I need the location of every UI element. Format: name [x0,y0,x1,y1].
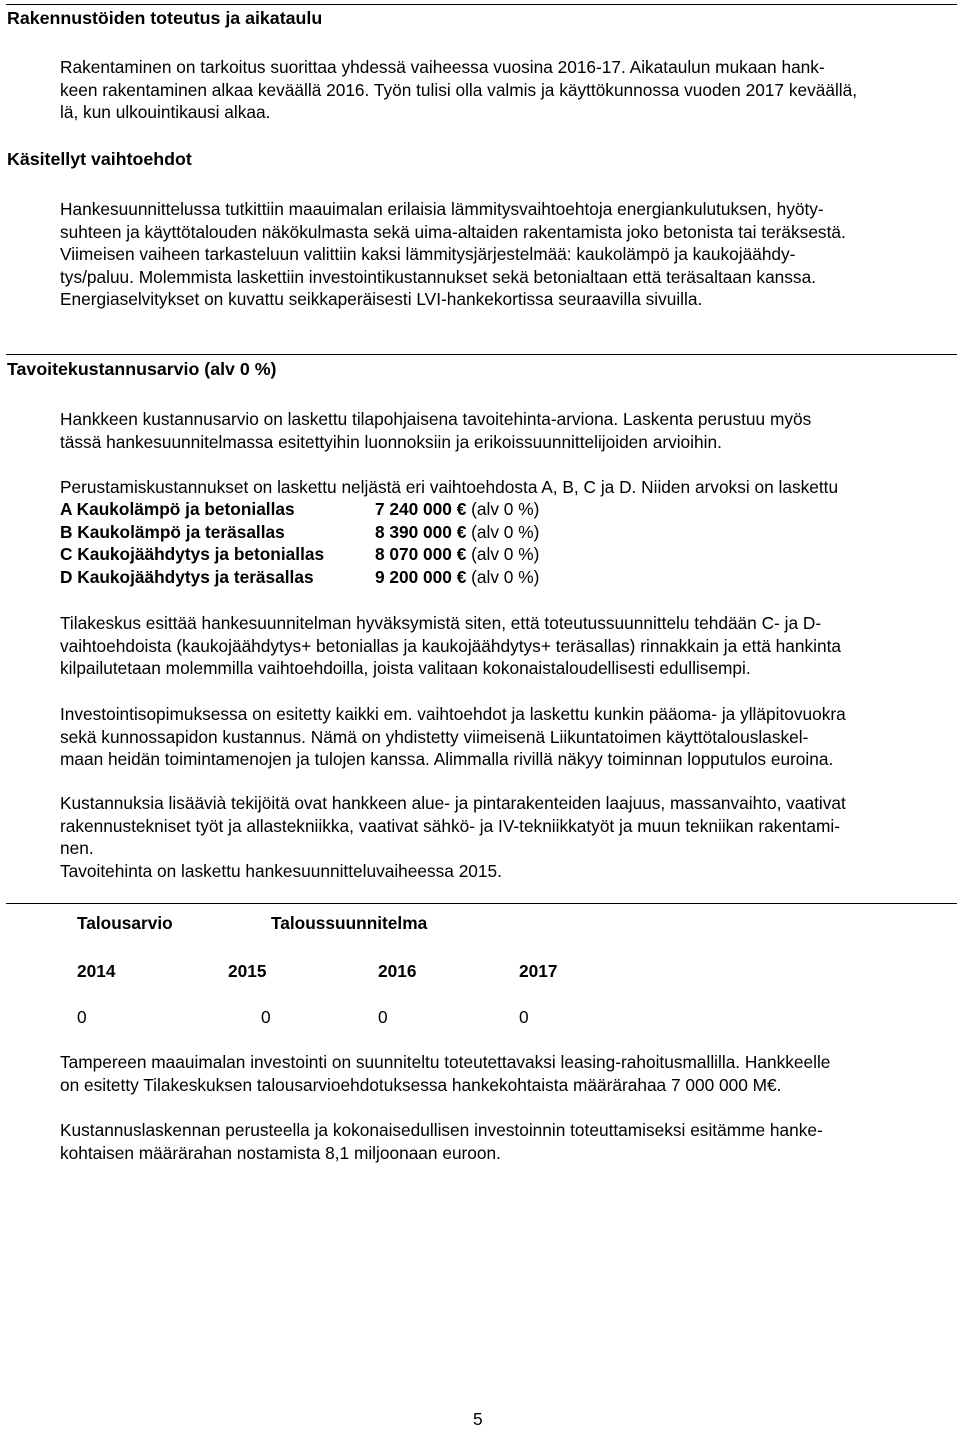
euro-symbol: € [456,567,467,587]
section-title-cost-estimate: Tavoitekustannusarvio (alv 0 %) [7,359,277,379]
budget-top-divider [6,903,957,904]
text-line: Tilakeskus esittää hankesuunnitelman hyväksymistä siten, että toteutussuunnittelu tehdään C- ja D- [60,613,822,633]
option-label: C Kaukojäähdytys ja betoniallas [60,544,325,564]
paragraph-options-intro: Perustamiskustannukset on laskettu neljästä eri vaihtoehdosta A, B, C ja D. Niiden arvoksi on laskettu [60,477,839,497]
plan-heading: Taloussuunnitelma [271,913,428,933]
paragraph-construction [60,56,955,124]
text-line: Hankkeen kustannusarvio on laskettu tilapohjaisena tavoitehinta-arviona. Laskenta perustuu myös [60,409,812,429]
year-2016: 2016 [378,961,417,981]
paragraph-investment-agreement [60,703,955,771]
text-line: on esitetty Tilakeskuksen talousarvioehdotuksessa hankekohtaista määrärahaa 7 000 000 M€. [60,1074,782,1095]
paragraph-cost-intro [60,408,955,453]
text-line: Tavoitehinta on laskettu hankesuunnitteluvaiheessa 2015. [60,860,502,881]
top-divider [6,4,957,5]
value-2017: 0 [519,1007,529,1027]
text-line: lä, kun ulkouintikausi alkaa. [60,102,271,123]
option-value: 7 240 000 [375,499,452,519]
value-2015: 0 [261,1007,271,1027]
text-line: tässä hankesuunnitelmassa esitettyihin luonnoksiin ja erikoissuunnittelijoiden arvioihin. [60,431,722,452]
cost-option-b [60,521,539,544]
vat-note: (alv 0 %) [471,567,540,587]
text-line: Energiaselvitykset on kuvattu seikkaperäisesti LVI-hankekortissa seuraavilla sivuilla. [60,289,703,310]
option-value: 9 200 000 [375,567,452,587]
text-line: Hankesuunnittelussa tutkittiin maauimalan erilaisia lämmitysvaihtoehtoja energiankulutuksen, hyöty- [60,199,824,219]
text-line: vaihtoehdoista (kaukojäähdytys+ betoniallas ja kaukojäähdytys+ teräsallas) rinnakkain ja että hankinta [60,635,842,656]
budget-heading: Talousarvio [77,913,173,933]
section-title-alternatives: Käsitellyt vaihtoehdot [7,149,192,169]
text-line: sekä kunnossapidon kustannus. Nämä on yhdistetty viimeisenä Liikuntatoimen käyttötalouslaskel- [60,726,809,747]
euro-symbol: € [456,544,467,564]
paragraph-recommendation [60,612,955,680]
text-line: keen rakentaminen alkaa keväällä 2016. Työn tulisi olla valmis ja käyttökunnossa vuoden 2017 keväällä, [60,79,858,100]
value-2014: 0 [77,1007,87,1027]
paragraph-alternatives [60,198,955,311]
text-line: kohtaisen määrärahan nostamista 8,1 miljoonaan euroon. [60,1142,501,1163]
text-line: nen. [60,838,94,859]
text-line: suhteen ja käyttötalouden näkökulmasta sekä uima-altaiden rakentamista joko betonista tai teräksestä. [60,221,846,242]
paragraph-financing [60,1051,955,1096]
option-value: 8 390 000 [375,522,452,542]
text-line: Kustannuslaskennan perusteella ja kokonaisedullisen investoinnin toteuttamiseksi esitämme hanke- [60,1120,823,1140]
option-value: 8 070 000 [375,544,452,564]
vat-note: (alv 0 %) [471,544,540,564]
option-label: B Kaukolämpö ja teräsallas [60,522,285,542]
cost-option-a [60,498,539,521]
section-title-construction: Rakennustöiden toteutus ja aikataulu [7,8,323,28]
option-label: D Kaukojäähdytys ja teräsallas [60,567,314,587]
vat-note: (alv 0 %) [471,499,540,519]
cost-option-d [60,566,539,589]
text-line: maan heidän toimintamenojen ja tulojen kanssa. Alimmalla rivillä näkyy toiminnan lopputulos euroina. [60,749,834,770]
value-2016: 0 [378,1007,388,1027]
euro-symbol: € [456,522,467,542]
year-2014: 2014 [77,961,116,981]
paragraph-cost-factors [60,792,955,882]
text-line: Tampereen maauimalan investointi on suunniteltu toteutettavaksi leasing-rahoitusmallilla. Hankkeelle [60,1052,831,1072]
text-line: Investointisopimuksessa on esitetty kaikki em. vaihtoehdot ja laskettu kunkin pääoma- ja ylläpitovuokra [60,704,846,724]
text-line: rakennustekniset työt ja allastekniikka, vaativat sähkö- ja IV-tekniikkatyöt ja muun tekniikan rakentami- [60,815,840,836]
option-label: A Kaukolämpö ja betoniallas [60,499,295,519]
paragraph-proposal [60,1119,955,1164]
text-line: Rakentaminen on tarkoitus suorittaa yhdessä vaiheessa vuosina 2016-17. Aikataulun mukaan hank- [60,57,825,77]
vat-note: (alv 0 %) [471,522,540,542]
text-line: kilpailutetaan molemmilla vaihtoehdoilla, joista valitaan kokonaistaloudellisesti edullisempi. [60,658,751,679]
cost-option-c [60,543,539,566]
section-divider [6,354,957,355]
year-2015: 2015 [228,961,267,981]
year-2017: 2017 [519,961,558,981]
page-number: 5 [473,1409,483,1429]
euro-symbol: € [456,499,467,519]
text-line: Viimeisen vaiheen tarkasteluun valittiin kaksi lämmitysjärjestelmää: kaukolämpö ja kaukojäähdy- [60,244,796,265]
text-line: Kustannuksia lisäävià tekijöitä ovat hankkeen alue- ja pintarakenteiden laajuus, massanvaihto, vaativat [60,793,846,813]
text-line: tys/paluu. Molemmista laskettiin investointikustannukset sekä betonialtaan että teräsaltaan kanssa. [60,266,816,287]
